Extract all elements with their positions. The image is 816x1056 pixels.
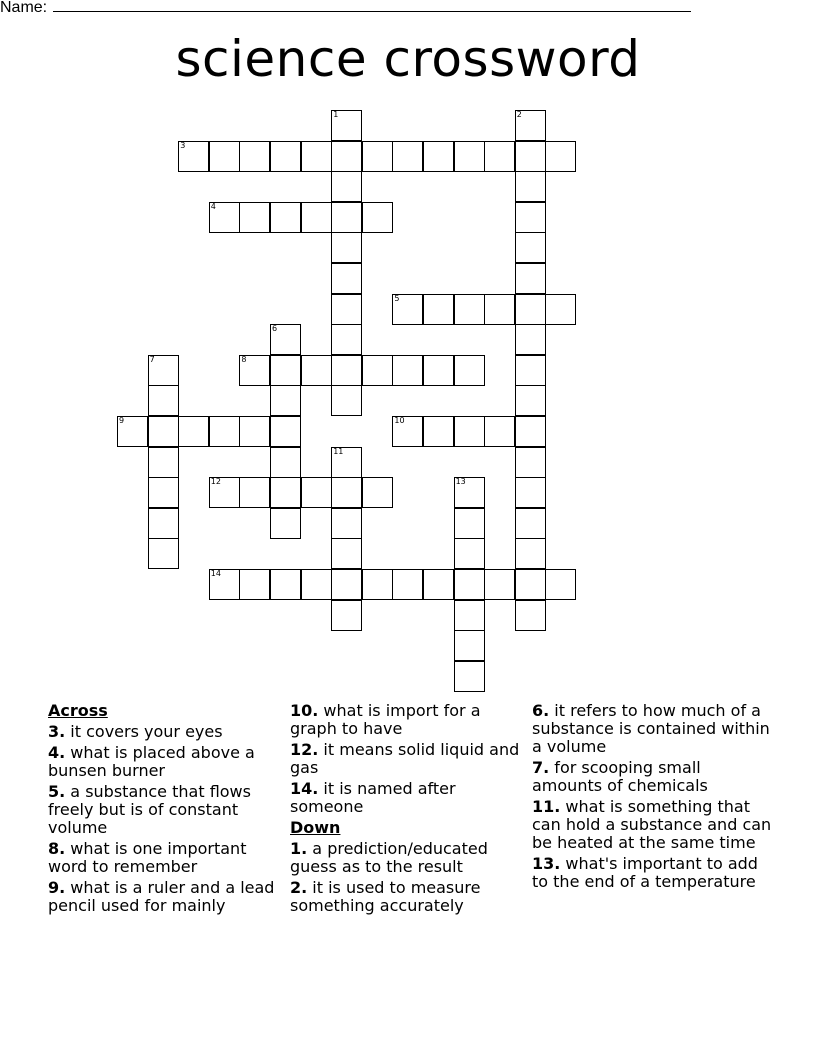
clue-item — [290, 840, 528, 876]
grid-cell[interactable] — [331, 324, 362, 355]
grid-cell[interactable] — [239, 355, 270, 386]
clue-number: 14 — [210, 569, 221, 578]
clue-number-label: 9. — [48, 878, 66, 897]
grid-cell[interactable] — [270, 477, 301, 508]
grid-cell[interactable] — [301, 202, 332, 233]
grid-cell[interactable] — [331, 141, 362, 172]
section-heading-across: Across — [48, 701, 108, 720]
clue-number-label: 4. — [48, 743, 66, 762]
clue-text: it means solid liquid and gas — [290, 740, 520, 777]
grid-cell[interactable] — [515, 202, 546, 233]
grid-cell[interactable] — [423, 141, 454, 172]
clue-column-3 — [532, 702, 772, 894]
clue-number-label: 10. — [290, 701, 319, 720]
grid-cell[interactable] — [209, 202, 240, 233]
grid-cell[interactable] — [454, 600, 485, 631]
grid-cell[interactable] — [392, 569, 423, 600]
clue-text: it is named after someone — [290, 779, 456, 816]
grid-cell[interactable] — [454, 538, 485, 569]
clue-text: what is something that can hold a substance and can be heated at the same time — [532, 797, 772, 852]
grid-cell[interactable] — [239, 202, 270, 233]
grid-cell[interactable] — [270, 447, 301, 478]
clue-number: 9 — [119, 416, 125, 425]
grid-cell[interactable] — [454, 141, 485, 172]
grid-cell[interactable] — [515, 324, 546, 355]
grid-cell[interactable] — [270, 202, 301, 233]
grid-cell[interactable] — [331, 569, 362, 600]
clue-number: 8 — [241, 354, 247, 364]
grid-cell[interactable] — [515, 263, 546, 294]
grid-cell[interactable] — [423, 294, 454, 325]
grid-cell[interactable] — [545, 294, 576, 325]
clue-item — [48, 744, 284, 780]
clue-number-label: 1. — [290, 839, 308, 858]
clue-number-label: 12. — [290, 740, 319, 759]
grid-cell[interactable] — [362, 202, 393, 233]
clue-item — [290, 879, 528, 915]
grid-cell[interactable] — [484, 294, 515, 325]
page-title: science crossword — [175, 30, 641, 88]
clue-number-label: 14. — [290, 779, 319, 798]
grid-cell[interactable] — [270, 385, 301, 416]
grid-cell[interactable] — [331, 202, 362, 233]
grid-cell[interactable] — [423, 416, 454, 447]
clue-item — [290, 780, 528, 816]
grid-cell[interactable] — [148, 355, 179, 386]
grid-cell[interactable] — [454, 355, 485, 386]
grid-cell[interactable] — [209, 416, 240, 447]
clue-number: 2 — [516, 110, 522, 119]
clue-item — [48, 723, 284, 741]
grid-cell[interactable] — [515, 508, 546, 539]
grid-cell[interactable] — [515, 600, 546, 631]
grid-cell[interactable] — [178, 416, 209, 447]
grid-cell[interactable] — [454, 508, 485, 539]
grid-cell[interactable] — [331, 508, 362, 539]
grid-cell[interactable] — [239, 477, 270, 508]
grid-cell[interactable] — [331, 110, 362, 141]
grid-cell[interactable] — [270, 508, 301, 539]
clue-item — [532, 798, 772, 852]
grid-cell[interactable] — [270, 355, 301, 386]
grid-cell[interactable] — [454, 477, 485, 508]
clue-number: 6 — [272, 324, 278, 334]
grid-cell[interactable] — [423, 569, 454, 600]
clue-text: it is used to measure something accurately — [290, 878, 481, 915]
clue-item — [48, 840, 284, 876]
clue-number: 12 — [210, 477, 221, 487]
grid-cell[interactable] — [392, 416, 423, 447]
grid-cell[interactable] — [270, 416, 301, 447]
grid-cell[interactable] — [454, 294, 485, 325]
clue-number: 5 — [394, 293, 400, 303]
grid-cell[interactable] — [148, 416, 179, 447]
clue-text: it covers your eyes — [65, 722, 223, 741]
grid-cell[interactable] — [545, 569, 576, 600]
grid-cell[interactable] — [331, 171, 362, 202]
clue-item — [48, 783, 284, 837]
grid-cell[interactable] — [301, 569, 332, 600]
grid-cell[interactable] — [209, 569, 240, 600]
grid-cell[interactable] — [301, 355, 332, 386]
clue-column-1 — [48, 702, 284, 918]
grid-cell[interactable] — [117, 416, 148, 447]
grid-cell[interactable] — [454, 630, 485, 661]
clue-text: what's important to add to the end of a temperature — [532, 854, 758, 891]
clue-text: what is import for a graph to have — [290, 701, 481, 738]
clue-text: what is a ruler and a lead pencil used for mainly — [48, 878, 275, 915]
clue-text: for scooping small amounts of chemicals — [532, 758, 708, 795]
grid-cell[interactable] — [484, 141, 515, 172]
grid-cell[interactable] — [331, 477, 362, 508]
grid-cell[interactable] — [484, 569, 515, 600]
clue-number-label: 8. — [48, 839, 66, 858]
grid-cell[interactable] — [148, 385, 179, 416]
grid-cell[interactable] — [148, 538, 179, 569]
grid-cell[interactable] — [148, 508, 179, 539]
grid-cell[interactable] — [331, 294, 362, 325]
grid-cell[interactable] — [331, 355, 362, 386]
clue-number-label: 7. — [532, 758, 550, 777]
grid-cell[interactable] — [331, 232, 362, 263]
grid-cell[interactable] — [362, 355, 393, 386]
clue-text: it refers to how much of a substance is contained within a volume — [532, 701, 770, 756]
grid-cell[interactable] — [515, 447, 546, 478]
grid-cell[interactable] — [454, 661, 485, 692]
clue-text: a substance that flows freely but is of constant volume — [48, 782, 251, 837]
grid-cell[interactable] — [331, 538, 362, 569]
grid-cell[interactable] — [362, 477, 393, 508]
grid-cell[interactable] — [515, 232, 546, 263]
grid-cell[interactable] — [454, 416, 485, 447]
clue-item — [290, 702, 528, 738]
clue-number: 7 — [149, 354, 155, 364]
clue-text: what is one important word to remember — [48, 839, 247, 876]
grid-cell[interactable] — [423, 355, 454, 386]
grid-cell[interactable] — [148, 477, 179, 508]
grid-cell[interactable] — [331, 600, 362, 631]
grid-cell[interactable] — [515, 569, 546, 600]
grid-cell[interactable] — [301, 141, 332, 172]
grid-cell[interactable] — [239, 569, 270, 600]
grid-cell[interactable] — [392, 141, 423, 172]
grid-cell[interactable] — [270, 141, 301, 172]
grid-cell[interactable] — [392, 355, 423, 386]
grid-cell[interactable] — [515, 355, 546, 386]
grid-cell[interactable] — [515, 141, 546, 172]
grid-cell[interactable] — [270, 324, 301, 355]
clue-number-label: 3. — [48, 722, 66, 741]
grid-cell[interactable] — [362, 141, 393, 172]
grid-cell[interactable] — [515, 171, 546, 202]
clue-number: 3 — [180, 140, 186, 150]
name-label: Name: — [0, 0, 48, 16]
grid-cell[interactable] — [545, 141, 576, 172]
grid-cell[interactable] — [515, 294, 546, 325]
grid-cell[interactable] — [331, 447, 362, 478]
clue-item — [532, 702, 772, 756]
grid-cell[interactable] — [454, 569, 485, 600]
clue-text: what is placed above a bunsen burner — [48, 743, 255, 780]
grid-cell[interactable] — [484, 416, 515, 447]
clue-number: 13 — [455, 477, 466, 487]
clue-number: 4 — [210, 201, 216, 211]
grid-cell[interactable] — [270, 569, 301, 600]
grid-cell[interactable] — [515, 538, 546, 569]
clue-number: 10 — [394, 416, 405, 425]
clue-number: 11 — [333, 446, 344, 456]
clue-number-label: 6. — [532, 701, 550, 720]
clue-number: 1 — [333, 110, 339, 119]
grid-cell[interactable] — [301, 477, 332, 508]
clue-item — [290, 741, 528, 777]
grid-cell[interactable] — [209, 477, 240, 508]
grid-cell[interactable] — [331, 263, 362, 294]
clue-number-label: 5. — [48, 782, 66, 801]
grid-cell[interactable] — [392, 294, 423, 325]
clue-column-2 — [290, 702, 528, 918]
grid-cell[interactable] — [239, 141, 270, 172]
clue-item — [532, 855, 772, 891]
clue-item — [48, 879, 284, 915]
grid-cell[interactable] — [331, 385, 362, 416]
grid-cell[interactable] — [148, 447, 179, 478]
clue-text: a prediction/educated guess as to the result — [290, 839, 488, 876]
clue-number-label: 13. — [532, 854, 561, 873]
grid-cell[interactable] — [515, 416, 546, 447]
section-heading-down: Down — [290, 818, 341, 837]
grid-cell[interactable] — [515, 110, 546, 141]
clue-number-label: 2. — [290, 878, 308, 897]
grid-cell[interactable] — [178, 141, 209, 172]
grid-cell[interactable] — [515, 385, 546, 416]
grid-cell[interactable] — [239, 416, 270, 447]
grid-cell[interactable] — [515, 477, 546, 508]
grid-cell[interactable] — [362, 569, 393, 600]
clue-number-label: 11. — [532, 797, 561, 816]
clue-item — [532, 759, 772, 795]
grid-cell[interactable] — [209, 141, 240, 172]
